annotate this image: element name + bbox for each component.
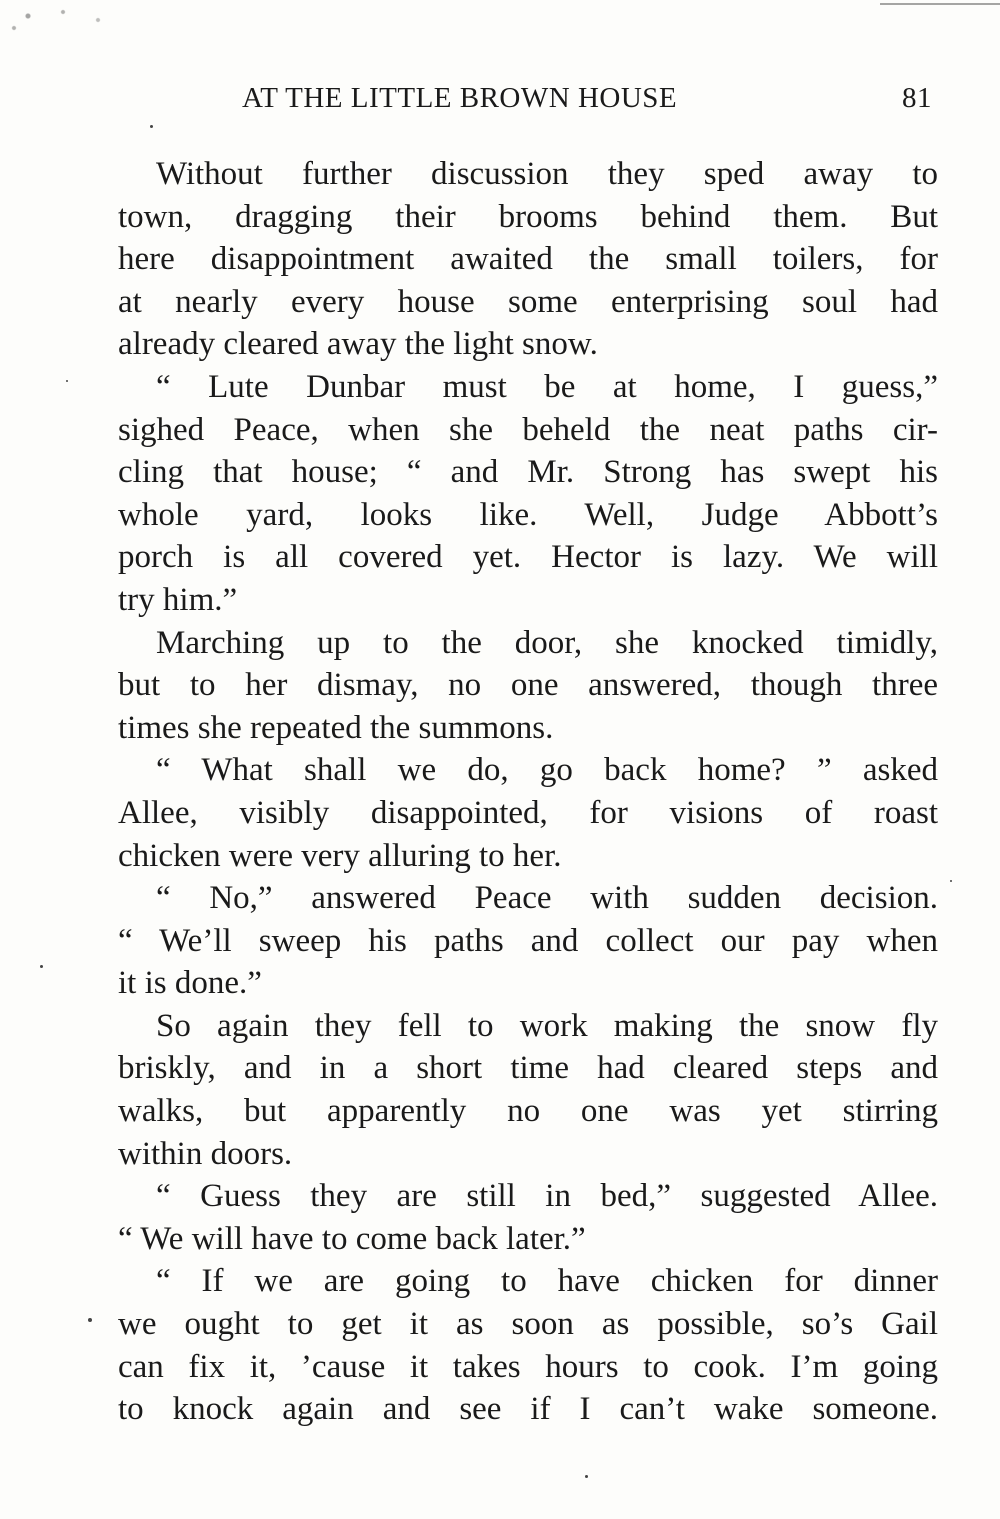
text-line: “ We’ll sweep his paths and collect our pay when <box>118 922 938 959</box>
text-line: whole yard, looks like. Well, Judge Abbott’s <box>118 496 938 533</box>
text-line: town, dragging their brooms behind them. But <box>118 198 938 235</box>
text-line: within doors. <box>118 1135 293 1172</box>
scan-edge-mark <box>880 3 1000 5</box>
text-line: sighed Peace, when she beheld the neat paths cir- <box>118 411 938 448</box>
text-line: but to her dismay, no one answered, though three <box>118 667 938 704</box>
scan-speck <box>585 1475 588 1478</box>
text-line: times she repeated the summons. <box>118 709 554 746</box>
body-text <box>118 153 938 1431</box>
running-head <box>120 82 938 122</box>
page-number: 81 <box>902 82 932 114</box>
text-line: “ No,” answered Peace with sudden decision. <box>156 880 938 917</box>
scan-speck <box>66 380 68 382</box>
text-line: “ If we are going to have chicken for dinner <box>156 1263 938 1300</box>
scan-speck <box>40 965 43 968</box>
text-line: chicken were very alluring to her. <box>118 837 562 874</box>
text-line: “ Guess they are still in bed,” suggested Allee. <box>156 1178 938 1215</box>
text-line: “ What shall we do, go back home? ” asked <box>156 752 938 789</box>
text-line: Allee, visibly disappointed, for visions of roast <box>118 794 938 831</box>
text-line: cling that house; “ and Mr. Strong has swept his <box>118 454 938 491</box>
text-line: at nearly every house some enterprising soul had <box>118 283 938 320</box>
scan-noise <box>0 0 140 40</box>
text-line: to knock again and see if I can’t wake someone. <box>118 1391 938 1428</box>
text-line: So again they fell to work making the snow fly <box>156 1007 938 1044</box>
running-title: AT THE LITTLE BROWN HOUSE <box>242 82 678 114</box>
text-line: try him.” <box>118 581 238 618</box>
scan-speck <box>150 125 153 128</box>
text-line: it is done.” <box>118 965 262 1002</box>
text-line: “ We will have to come back later.” <box>118 1220 586 1257</box>
text-line: walks, but apparently no one was yet stirring <box>118 1093 938 1130</box>
text-line: Without further discussion they sped away to <box>156 156 938 192</box>
scan-speck <box>88 1318 92 1322</box>
text-line: Marching up to the door, she knocked timidly, <box>156 624 938 661</box>
text-line: can fix it, ’cause it takes hours to cook. I’m going <box>118 1348 938 1385</box>
text-line: already cleared away the light snow. <box>118 326 598 363</box>
scan-speck <box>950 880 952 882</box>
text-line: we ought to get it as soon as possible, so’s Gail <box>118 1306 938 1343</box>
text-line: briskly, and in a short time had cleared steps and <box>118 1050 938 1087</box>
text-line: “ Lute Dunbar must be at home, I guess,” <box>156 368 938 405</box>
text-line: porch is all covered yet. Hector is lazy. We will <box>118 539 938 576</box>
text-line: here disappointment awaited the small toilers, for <box>118 241 938 278</box>
